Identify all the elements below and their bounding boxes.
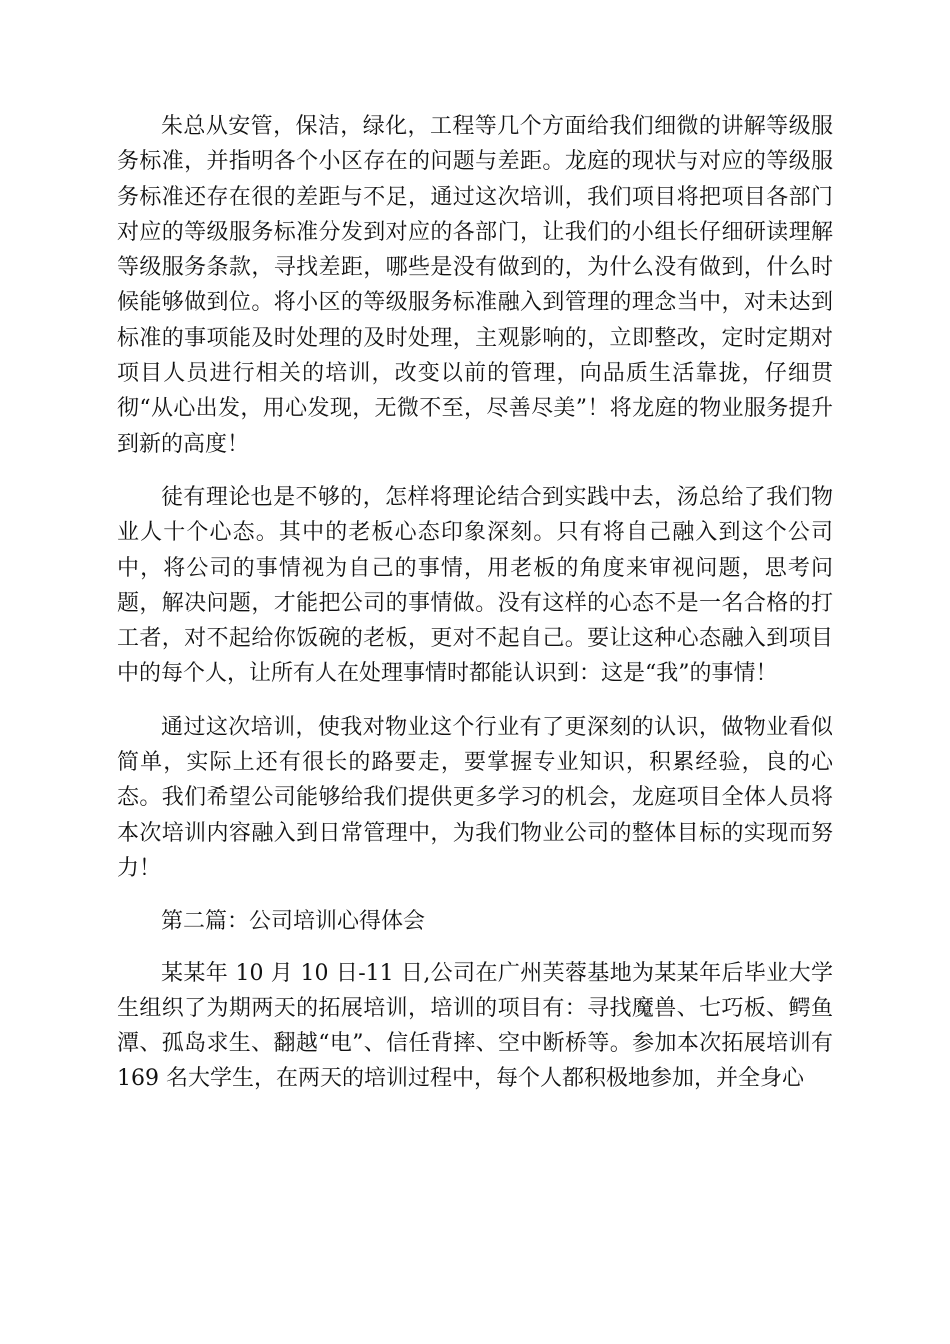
paragraph-outdoor-training: 某某年 10 月 10 日-11 日,公司在广州芙蓉基地为某某年后毕业大学生组织了为期两天的拓展培训，培训的项目有：寻找魔兽、七巧板、鳄鱼潭、孤岛求生、翻越“电”、信任背摔、空中断桥等。参加本次拓展培训有 169 名大学生，在两天的培训过程中，每个人都积极地参加，并全身心 [117, 960, 833, 1092]
section-heading: 第二篇：公司培训心得体会 [161, 909, 426, 935]
paragraph-training-standards: 朱总从安管，保洁，绿化，工程等几个方面给我们细微的讲解等级服务标准，并指明各个小区存在的问题与差距。龙庭的现状与对应的等级服务标准还存在很的差距与不足，通过这次培训，我们项目将把项目各部门对应的等级服务标准分发到对应的各部门，让我们的小组长仔细研读理解等级服务条款，寻找差距，哪些是没有做到的，为什么没有做到，什么时候能够做到位。将小区的等级服务标准融入到管理的理念当中，对未达到标准的事项能及时处理的及时处理，主观影响的，立即整改，定时定期对项目人员进行相关的培训，改变以前的管理，向品质生活靠拢，仔细贯彻“从心出发，用心发现，无微不至，尽善尽美”！将龙庭的物业服务提升到新的高度！ [117, 114, 833, 457]
paragraph-conclusion: 通过这次培训，使我对物业这个行业有了更深刻的认识，做物业看似简单，实际上还有很长的路要走，要掌握专业知识，积累经验，良的心态。我们希望公司能够给我们提供更多学习的机会，龙庭项目全体人员将本次培训内容融入到日常管理中，为我们物业公司的整体目标的实现而努力！ [117, 714, 833, 881]
paragraph-mindset: 徒有理论也是不够的，怎样将理论结合到实践中去，汤总给了我们物业人十个心态。其中的老板心态印象深刻。只有将自己融入到这个公司中，将公司的事情视为自己的事情，用老板的角度来审视问题，思考问题，解决问题，才能把公司的事情做。没有这样的心态不是一名合格的打工者，对不起给你饭碗的老板，更对不起自己。要让这种心态融入到项目中的每个人，让所有人在处理事情时都能认识到：这是“我”的事情！ [117, 484, 833, 687]
document-body [117, 109, 833, 1115]
